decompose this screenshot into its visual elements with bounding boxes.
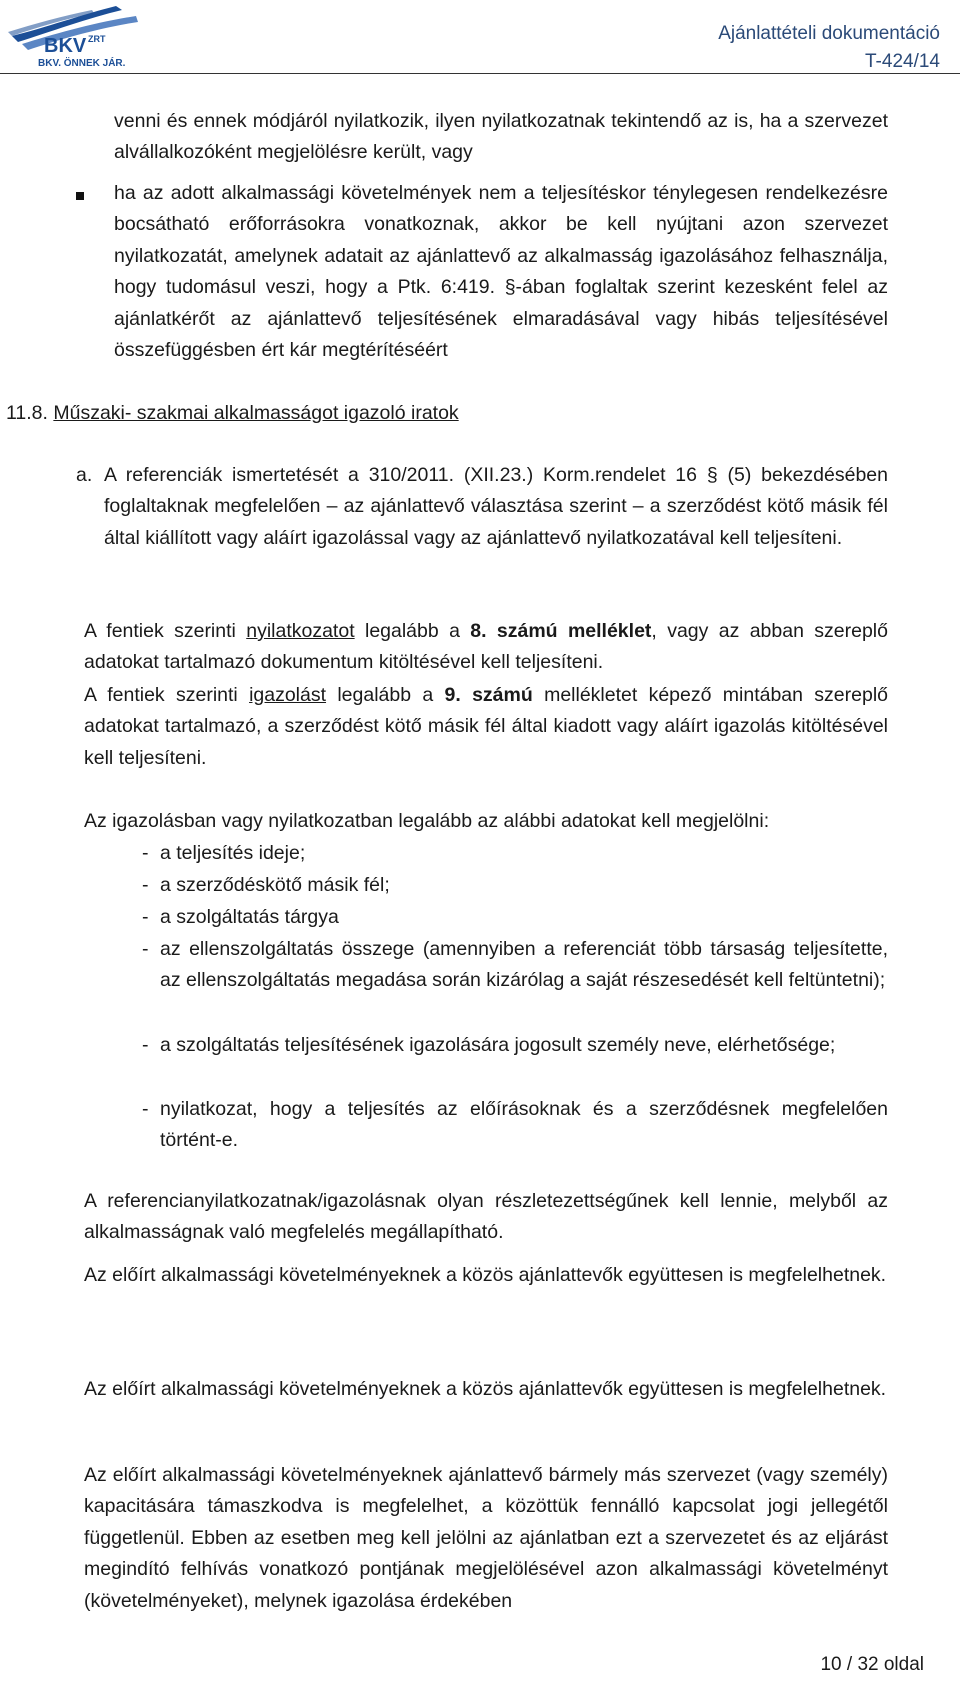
- list-item-text: a szolgáltatás teljesítésének igazolására jogosult személy neve, elérhetősége;: [160, 1034, 836, 1056]
- list-item: -: [142, 1034, 149, 1056]
- section-number: 11.8.: [6, 402, 48, 424]
- bullet-paragraph: ha az adott alkalmassági követelmények nem a teljesítéskor ténylegesen rendelkezésre bocsátható erőforrásokra vonatkoznak, akkor be kell nyújtani azon szervezet nyilatkozatát, amelynek adatait az ajánlattevő az alkalmasság igazolásához felhasználja, hogy tudomásul veszi, hogy a Ptk. 6:419. §-ában foglaltak szerint kezesként felel az ajánlatkérőt az ajánlattevő teljesítésének elmaradásával vagy hibás teljesítésével összefüggésben ért kár megtérítéséért: [114, 182, 888, 362]
- list-item-text: a szerződéskötő másik fél;: [160, 874, 390, 896]
- logo-text: BKV: [44, 35, 87, 57]
- logo-slogan: BKV. ÖNNEK JÁR.: [38, 58, 126, 69]
- page-header: [0, 0, 960, 78]
- list-item: -: [142, 842, 149, 864]
- paragraph-continuation: venni és ennek módjáról nyilatkozik, ilyen nyilatkozatnak tekintendő az is, ha a szervezet alvállalkozóként megjelölésre került, vagy: [114, 110, 888, 164]
- document-code: T-424/14: [865, 51, 940, 72]
- header-divider: [0, 73, 960, 74]
- item-a-text: A referenciák ismertetését a 310/2011. (XII.23.) Korm.rendelet 16 § (5) bekezdésében foglaltaknak megfelelően – az ajánlattevő választása szerint – a szerződést kötő másik fél által kiállított vagy aláírt igazolással vagy az ajánlattevő nyilatkozatával kell teljesíteni.: [104, 464, 888, 549]
- logo-superscript: ZRT: [88, 34, 106, 44]
- paragraph-capacity: Az előírt alkalmassági követelményeknek ajánlattevő bármely más szervezet (vagy személy) kapacitására támaszkodva is megfelelhet, a közöttük fennálló kapcsolat jogi jellegétől függetlenül. Ebben az esetben meg kell jelölni az ajánlatban ezt a szervezetet és az eljárást megindító felhívás vonatkozó pontjának megjelölésével azon alkalmassági követelményt (követelményeket), melynek igazolása érdekében: [84, 1464, 888, 1612]
- list-item-text: az ellenszolgáltatás összege (amennyiben a referenciát több társaság teljesítette, az ellenszolgáltatás megadása során kizárólag a saját részesedését kell feltüntetni);: [160, 938, 888, 992]
- list-item: -: [142, 906, 149, 928]
- paragraph-reference: A referencianyilatkozatnak/igazolásnak olyan részletezettségűnek kell lennie, melyből az alkalmasságnak való megfelelés megállapítható.: [84, 1190, 888, 1244]
- bullet-marker: [76, 192, 84, 200]
- list-item-text: nyilatkozat, hogy a teljesítés az előírásoknak és a szerződésnek megfelelően történt-e.: [160, 1098, 888, 1152]
- header-info: [718, 20, 940, 76]
- list-item-text: a szolgáltatás tárgya: [160, 906, 339, 928]
- paragraph-joint-2: Az előírt alkalmassági követelményeknek a közös ajánlattevők együttesen is megfelelhetnek.: [84, 1378, 887, 1400]
- paragraph-joint-1: Az előírt alkalmassági követelményeknek a közös ajánlattevők együttesen is megfelelhetnek.: [84, 1264, 887, 1286]
- list-item: -: [142, 938, 149, 960]
- list-item-text: a teljesítés ideje;: [160, 842, 306, 864]
- document-title: Ajánlattételi dokumentáció: [718, 23, 940, 44]
- list-item: -: [142, 1098, 149, 1120]
- section-heading: [6, 398, 606, 429]
- item-label: a.: [76, 464, 93, 486]
- paragraph-list-intro: Az igazolásban vagy nyilatkozatban legalább az alábbi adatokat kell megjelölni:: [84, 810, 770, 832]
- bkv-logo-graphic: [4, 2, 154, 70]
- paragraph-igazolas: A fentiek szerinti igazolást legalább a 9. számú mellékletet képező mintában szereplő adatokat tartalmazó, a szerződést kötő másik fél által kiadott vagy aláírt igazolás kitöltésével kell teljesíteni.: [84, 684, 888, 769]
- section-title: Műszaki- szakmai alkalmasságot igazoló iratok: [53, 402, 459, 424]
- page-number: 10 / 32 oldal: [820, 1654, 924, 1675]
- list-item: -: [142, 874, 149, 896]
- bkv-logo: [4, 2, 154, 68]
- paragraph-nyilatkozat: A fentiek szerinti nyilatkozatot legalább a 8. számú melléklet, vagy az abban szereplő adatokat tartalmazó dokumentum kitöltésével kell teljesíteni.: [84, 620, 888, 674]
